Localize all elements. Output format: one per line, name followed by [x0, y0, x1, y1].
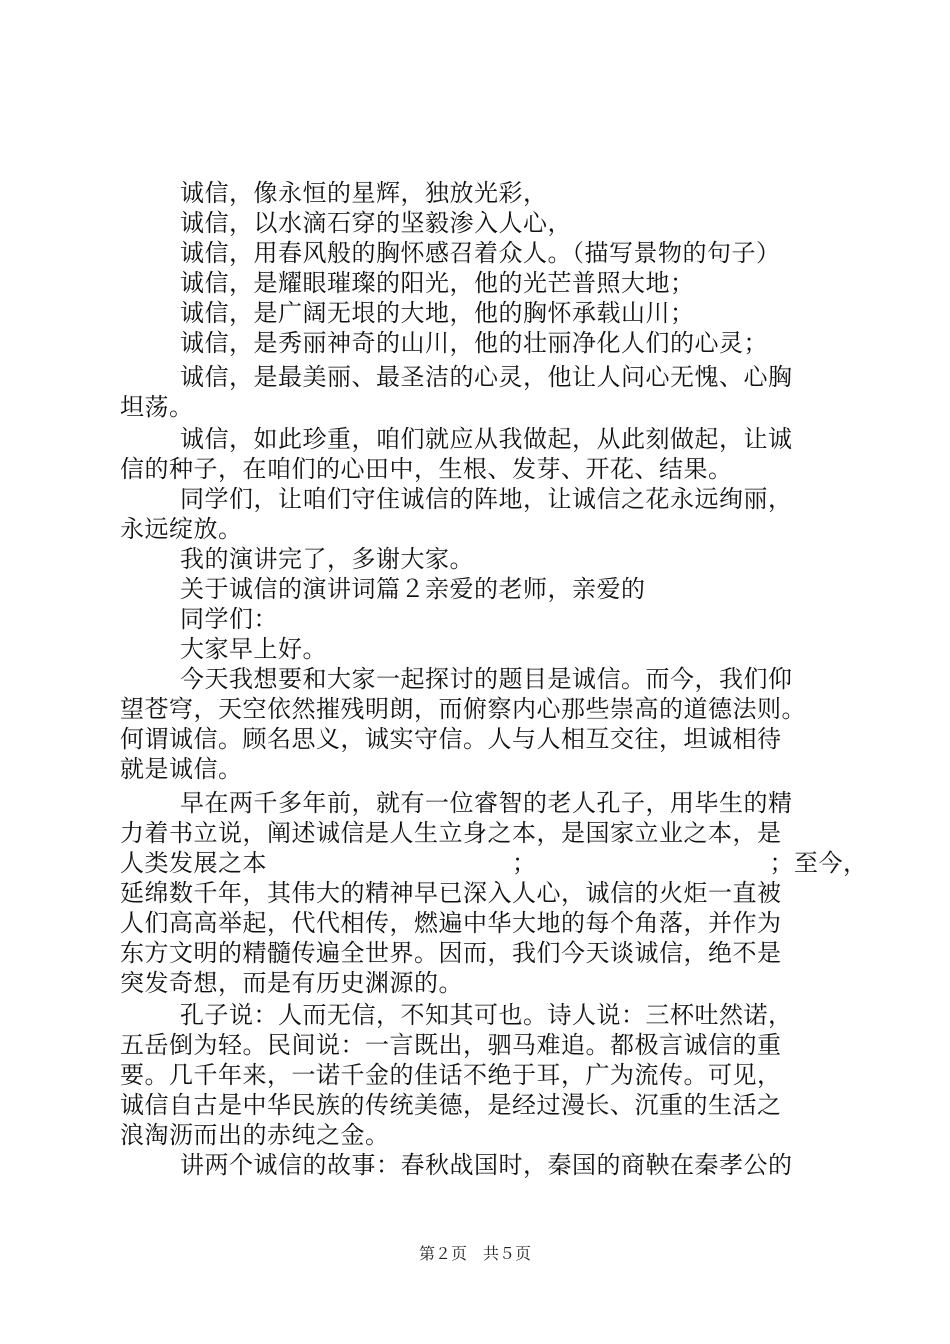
- text-line: 今天我想要和大家一起探讨的题目是诚信。而今，我们仰: [180, 665, 793, 693]
- text-line: 大家早上好。: [180, 635, 327, 663]
- text-line: 诚信，像永恒的星辉，独放光彩，: [180, 179, 548, 207]
- text-line: 诚信，用春风般的胸怀感召着众人。（描写景物的句子）: [180, 239, 781, 267]
- text-line: 关于诚信的演讲词篇２亲爱的老师，亲爱的: [180, 575, 646, 603]
- text-line: 同学们：: [180, 605, 278, 633]
- text-line: 诚信，是秀丽神奇的山川，他的壮丽净化人们的心灵；: [180, 329, 768, 357]
- text-line: 诚信自古是中华民族的传统美德，是经过漫长、沉重的生活之: [120, 1091, 782, 1119]
- text-line: 人们高高举起，代代相传，燃遍中华大地的每个角落，并作为: [120, 909, 782, 937]
- text-line: 诚信，是广阔无垠的大地，他的胸怀承载山川；: [180, 299, 695, 327]
- text-line: 五岳倒为轻。民间说：一言既出，驷马难追。都极言诚信的重: [120, 1031, 782, 1059]
- text-line: 诚信，以水滴石穿的坚毅渗入人心，: [180, 209, 572, 237]
- text-line: 望苍穹，天空依然摧残明朗，而俯察内心那些崇高的道德法则。: [120, 695, 806, 723]
- text-line: 力着书立说，阐述诚信是人生立身之本，是国家立业之本，是: [120, 819, 782, 847]
- text-line: 同学们，让咱们守住诚信的阵地，让诚信之花永远绚丽，: [180, 485, 793, 513]
- text-line: 永远绽放。: [120, 515, 243, 543]
- text-line: 诚信，是耀眼璀璨的阳光，他的光芒普照大地；: [180, 269, 695, 297]
- text-line: 信的种子，在咱们的心田中，生根、发芽、开花、结果。: [120, 455, 733, 483]
- text-line: 要。几千年来，一诺千金的佳话不绝于耳，广为流传。可见，: [120, 1061, 782, 1089]
- text-line: 讲两个诚信的故事：春秋战国时，秦国的商鞅在秦孝公的: [180, 1151, 793, 1179]
- text-line: 就是诚信。: [120, 755, 243, 783]
- text-line: 诚信，是最美丽、最圣洁的心灵，他让人问心无愧、心胸: [180, 363, 793, 391]
- text-line: 我的演讲完了，多谢大家。: [180, 545, 474, 573]
- text-line: 东方文明的精髓传遍全世界。因而，我们今天谈诚信，绝不是: [120, 939, 782, 967]
- text-line: 孔子说：人而无信，不知其可也。诗人说：三杯吐然诺，: [180, 1001, 793, 1029]
- text-line: 早在两千多年前，就有一位睿智的老人孔子，用毕生的精: [180, 789, 793, 817]
- text-line: 诚信，如此珍重，咱们就应从我做起，从此刻做起，让诚: [180, 425, 793, 453]
- text-line: 人类发展之本 ； ；至今，: [120, 849, 868, 877]
- page-footer: 第２页 共５页: [418, 1244, 531, 1263]
- text-line: 何谓诚信。顾名思义，诚实守信。人与人相互交往，坦诚相待: [120, 725, 782, 753]
- text-line: 浪淘沥而出的赤纯之金。: [120, 1121, 390, 1149]
- text-line: 突发奇想，而是有历史渊源的。: [120, 969, 463, 997]
- text-line: 坦荡。: [120, 393, 194, 421]
- text-line: 延绵数千年，其伟大的精神早已深入人心，诚信的火炬一直被: [120, 879, 782, 907]
